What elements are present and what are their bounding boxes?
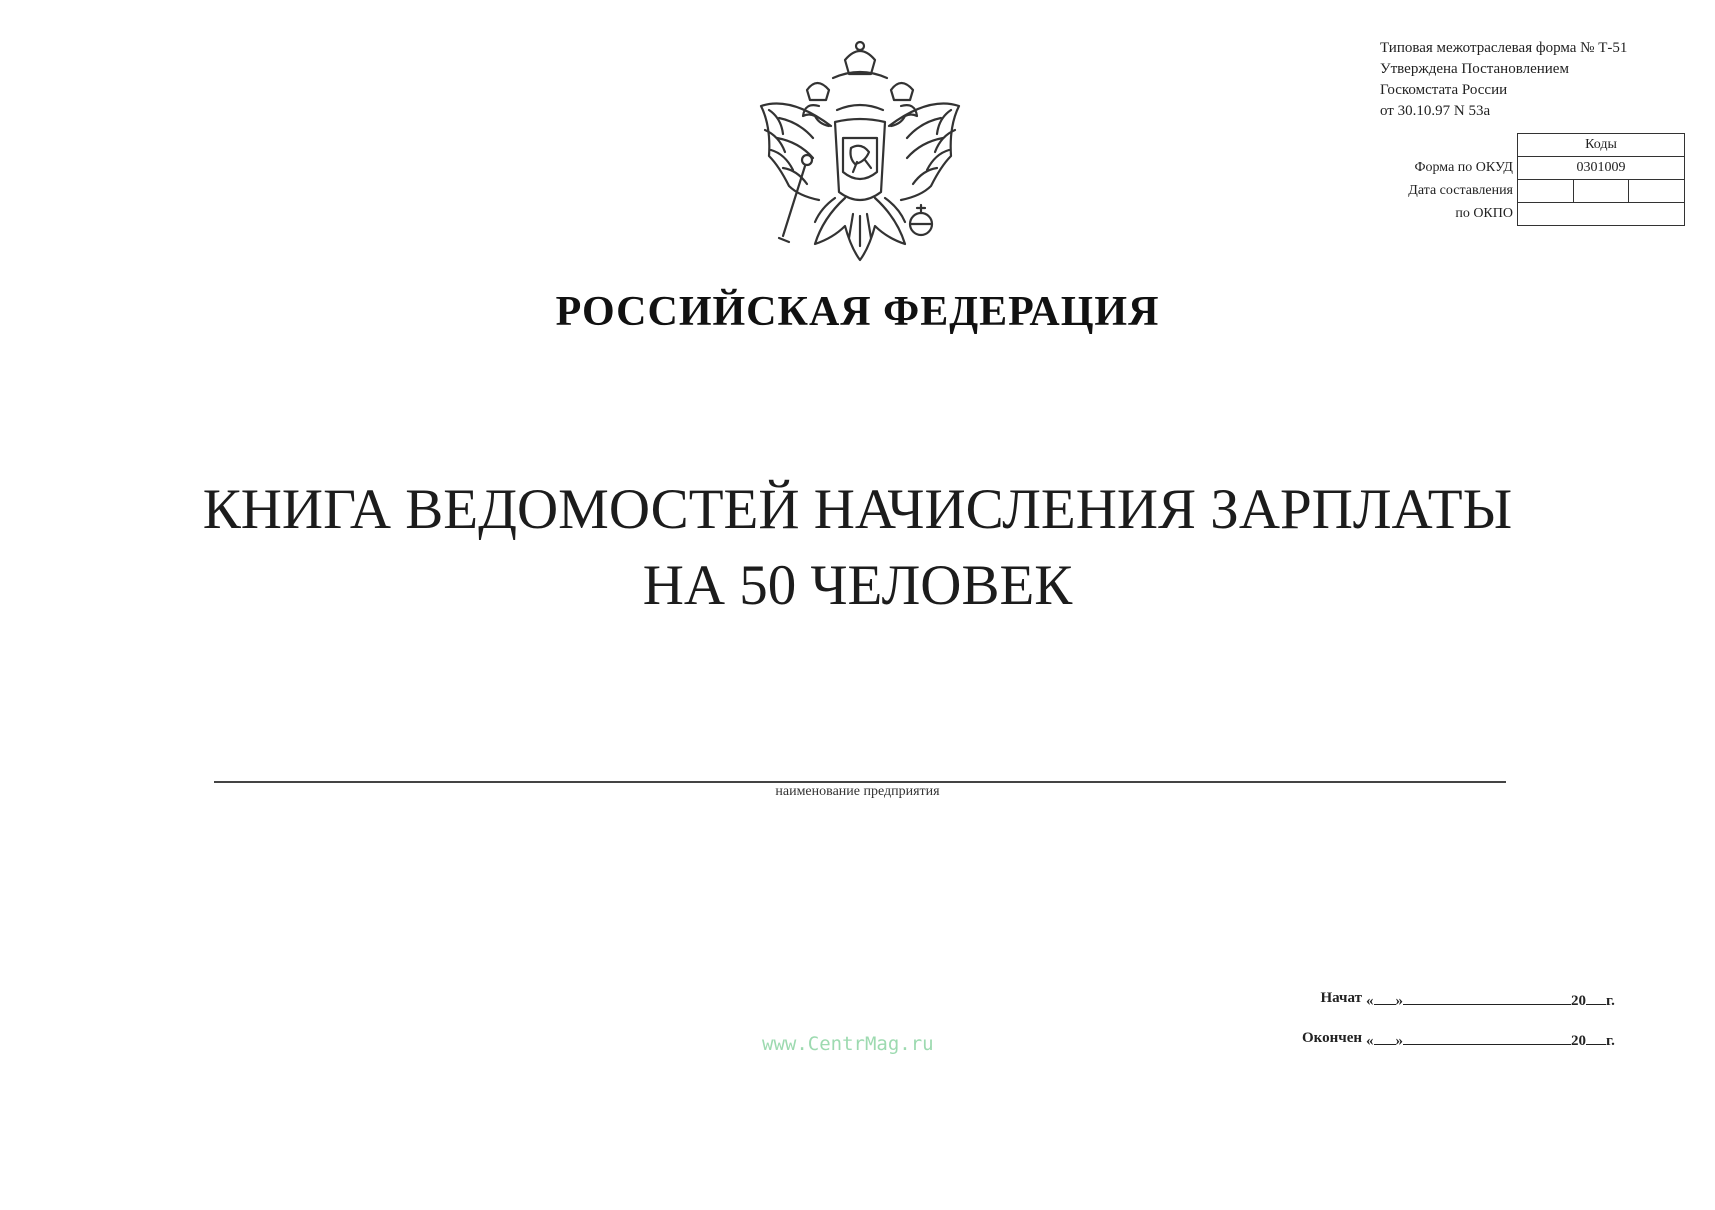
okud-label: Форма по ОКУД [1414,160,1513,175]
start-date-label: Начат [1320,990,1362,1006]
form-note-line: Утверждена Постановлением [1380,61,1569,77]
enterprise-name-line [214,781,1506,783]
start-day-blank [1374,990,1396,1005]
codes-header: Коды [1518,134,1685,157]
date-compiled-label: Дата составления [1408,183,1513,198]
start-year-blank [1586,990,1606,1005]
okud-value: 0301009 [1518,157,1685,180]
end-day-blank [1374,1030,1396,1045]
start-month-blank [1403,990,1571,1005]
start-date-row: Начат « » 20 г. [1320,990,1615,1009]
book-title [0,472,1715,624]
date-compiled-cells [1518,180,1685,203]
date-cell-day [1518,180,1574,202]
country-title: РОССИЙСКАЯ ФЕДЕРАЦИЯ [555,289,1160,335]
form-approval-note [1380,38,1627,122]
end-date-row: Окончен « » 20 г. [1301,1030,1615,1049]
enterprise-caption: наименование предприятия [775,784,940,799]
end-year-blank [1586,1030,1606,1045]
dates-block [1280,990,1640,1070]
form-note-line: от 30.10.97 N 53а [1380,103,1491,119]
end-date-label: Окончен [1301,1030,1362,1046]
date-cell-month [1574,180,1630,202]
date-cell-year [1629,180,1684,202]
end-month-blank [1403,1030,1571,1045]
form-note-line: Госкомстата России [1380,82,1508,98]
book-title-line1: КНИГА ВЕДОМОСТЕЙ НАЧИСЛЕНИЯ ЗАРПЛАТЫ [202,478,1513,541]
codes-table [1368,133,1685,226]
watermark: www.CentrMag.ru [762,1033,934,1055]
okpo-label: по ОКПО [1455,206,1513,221]
book-title-line2: НА 50 ЧЕЛОВЕК [642,554,1073,617]
okpo-value [1518,203,1685,226]
coat-of-arms-icon [745,38,975,273]
form-note-line: Типовая межотраслевая форма № Т-51 [1380,40,1628,56]
